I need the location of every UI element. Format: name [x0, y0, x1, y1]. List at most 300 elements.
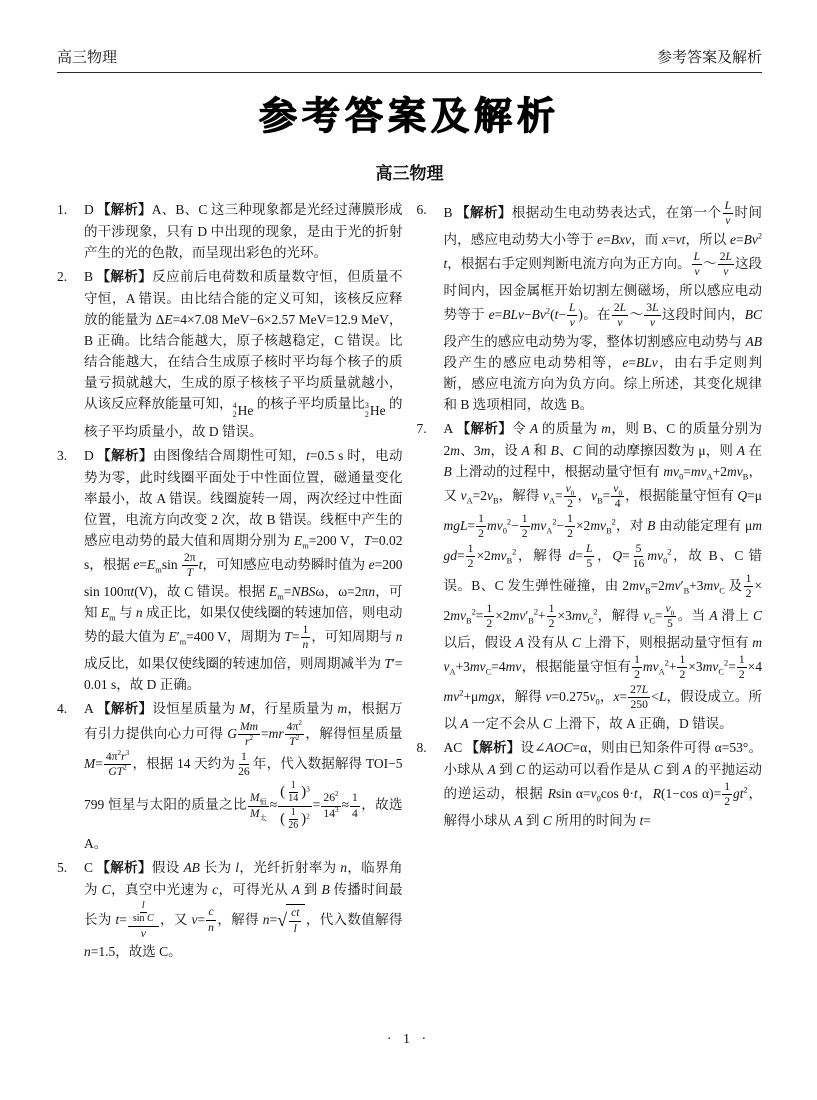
math-run: 太: [259, 814, 267, 823]
fraction: [238, 720, 260, 750]
math-run: n: [84, 944, 91, 960]
fraction: $\frac{1}{2}$: [486, 601, 493, 631]
page-title: 参考答案及解析: [258, 94, 560, 138]
math-run: B: [528, 616, 534, 626]
answer-item: [57, 857, 403, 962]
math-run: t: [115, 911, 120, 927]
math-run: mv: [663, 463, 680, 479]
math-run: mv: [530, 517, 547, 533]
math-run: 2: [471, 607, 476, 617]
math-run: B: [506, 556, 513, 566]
math-run: L: [693, 249, 701, 263]
analysis-tag: 【解析】: [96, 700, 153, 717]
math-run: L: [725, 249, 732, 263]
math-run: E: [164, 311, 173, 327]
math-run: 2: [298, 719, 302, 728]
math-run: C: [571, 634, 581, 650]
math-run: 2: [123, 764, 127, 773]
math-run: B: [321, 881, 330, 897]
math-run: C: [516, 761, 526, 777]
math-run: x: [661, 231, 668, 247]
item-number: 2.: [57, 268, 68, 284]
math-run: R: [652, 785, 661, 801]
math-run: T: [363, 532, 372, 548]
math-run: m: [155, 565, 162, 575]
math-run: mv: [690, 463, 707, 479]
page-subtitle: 高三物理: [375, 163, 444, 184]
math-run: x: [613, 688, 620, 704]
item-answer: B: [443, 204, 453, 220]
math-run: v: [565, 481, 571, 495]
analysis-tag: 【解析】: [96, 859, 152, 876]
item-text: 假设 AB 长为 l，光纤折射率为 n，临界角为 C，真空中光速为 c，可得光从 A 到 B 传播时间最长为 t= $\frac{\frac{l}{\text{sin C}}}{v}$ ，又 v= $\frac{c}{n}$ ，解得 n= √ $\frac{ct}{l}$ ，代入数值解得 n=1.5，故选 C。: [84, 859, 403, 960]
math-run: l: [141, 899, 145, 911]
math-run: mv: [664, 577, 681, 593]
math-run: 0: [618, 489, 623, 497]
fraction: $\frac{1}{2}$: [738, 652, 745, 682]
math-run: mv: [443, 688, 460, 704]
math-run: GT: [108, 765, 124, 779]
math-run: C: [653, 761, 663, 777]
math-run: v: [545, 688, 552, 704]
math-run: 0: [663, 556, 668, 566]
answer-columns: [57, 199, 762, 966]
math-run: mr: [268, 725, 284, 741]
item-number: 1.: [57, 201, 68, 217]
item-text: 设∠AOC=α，则由已知条件可得 α=53°。小球从 A 到 C 的运动可以看作是从 C 到 A 的平抛运动的逆运动，根据 Rsin $\alpha=v_0\cos$ θ·t，R(1−cos α)= $\frac{1}{2}$ $gt^2$，解得小球从 A 到 C 所用的时间为 t=: [443, 739, 763, 828]
math-run: 2: [459, 688, 464, 698]
math-run: 2: [743, 785, 748, 795]
math-run: B: [742, 472, 749, 482]
math-run: L: [652, 300, 659, 314]
math-run: n: [395, 628, 403, 644]
math-run: 0: [679, 472, 684, 482]
fraction: $\frac{v_0}{4}$: [613, 481, 623, 511]
column-right: [417, 199, 763, 966]
math-run: v: [590, 785, 597, 801]
math-run: A: [529, 420, 539, 436]
fraction: $\frac{v_0}{2}$: [565, 481, 575, 511]
math-run: v: [643, 607, 650, 623]
item-body: [444, 737, 763, 831]
math-run: A: [487, 761, 496, 777]
math-run: C: [649, 616, 655, 626]
analysis-tag: 【解析】: [96, 268, 153, 285]
item-body: [84, 698, 403, 854]
analysis-tag: 【解析】: [465, 739, 521, 756]
math-run: Bv: [743, 231, 758, 247]
math-run: v: [723, 265, 729, 279]
math-run: mv: [509, 607, 526, 623]
math-run: E: [100, 604, 110, 620]
math-run: 2: [724, 658, 729, 668]
fraction: [692, 250, 702, 280]
math-run: v: [591, 487, 598, 503]
math-run: A: [466, 496, 473, 506]
item-text: A、B、C 这三种现象都是光经过薄膜形成的干涉现象，只有 D 中出现的现象，是由于光的折射产生的光的色散，而呈现出彩色的光环。: [84, 201, 403, 260]
math-run: v: [694, 265, 700, 279]
nuclide: 4 2 He: [232, 400, 254, 420]
math-run: B: [647, 517, 656, 533]
math-run: C: [719, 586, 725, 596]
header-right-label: 参考答案及解析: [656, 50, 762, 66]
math-run: 2: [335, 790, 339, 799]
item-text: 令 A 的质量为 m，则 B、C 的质量分别为 2m、3m，设 A 和 B、C 间的动摩擦因数为 μ，则 A 在 B 上滑动的过程中，根据动量守恒有 $mv_0=mv_A+2mv_B$，又 $v_A=2v_B$，解得 $v_A=$ $\frac{v_0}{2}$ ，$v_B=$ $\frac{v_0}{4}$ ，根据能量守恒有 Q=μmgL= $\frac{1}{2}$ $mv_0^2-$ $\frac{1}{2}$ $mv_A^2-$ $\frac{1}{2}$ $\times 2mv_B^2$，对 B 由动能定理有 μmgd= $\frac{1}{2}$ $\times 2mv_B^2$，解得 d= $\frac{L}{5}$ ，Q= $\frac{5}{16}$ $mv_0^2$，故 B、C 错误。B、C 发生弹性碰撞，由 $2mv_B=2mv'_B+3mv_C$ 及 $\frac{1}{2}$ $\times 2mv_B^2=$ $\frac{1}{2}$ $\times 2mv'_B^2+$ $\frac{1}{2}$ $\times 3mv_C^2$，解得 $v_C=$ $\frac{v_0}{5}$ 。当 A 滑上 C 以后，假设 A 没有从 C 上滑下，则根据动量守恒有 $mv_A+3mv_C=4mv$，根据能量守恒有 $\frac{1}{2}$ $mv_A^2+$ $\frac{1}{2}$ $\times 3mv_C^2=$ $\frac{1}{2}$ $\times 4mv^2+\mu mgx$，解得 $v=0.275v_0$，x= $\frac{27L}{250}$ <L，假设成立。所以 A 一定不会从 C 上滑下，故 A 正确，D 错误。: [443, 420, 763, 731]
math-run: v: [569, 316, 575, 330]
math-run: T: [384, 655, 392, 671]
math-run: A: [546, 526, 553, 536]
item-number: 4.: [57, 700, 68, 716]
column-left: [57, 199, 403, 966]
math-run: 2: [593, 607, 598, 617]
math-run: B: [550, 442, 559, 458]
math-run: 0: [570, 489, 575, 497]
math-run: v: [665, 601, 671, 615]
answer-item: [417, 199, 763, 415]
item-body: [84, 266, 403, 442]
math-run: A: [291, 881, 300, 897]
analysis-tag: 【解析】: [455, 204, 512, 221]
math-run: 2: [552, 517, 557, 527]
math-run: mv: [629, 577, 645, 593]
fraction: $\frac{4\pi^2r^3}{GT^2}$: [105, 749, 130, 779]
fraction: $\frac{1}{26}$: [288, 806, 299, 832]
math-run: r: [244, 735, 250, 749]
math-run: t: [633, 785, 638, 801]
header-left-label: 高三物理: [57, 50, 118, 66]
analysis-tag: 【解析】: [96, 201, 152, 218]
math-run: 2: [249, 734, 254, 743]
math-run: mv: [486, 517, 503, 533]
item-text: 反应前后电荷数和质量数守恒，但质量不守恒，A 错误。由比结合能的定义可知，该核反应释放的能量为 ΔE=4×7.08 MeV−6×2.57 MeV=12.9 MeV，B 正确。比结合能越大，原子核越稳定，C 错误。比结合能越大，在结合生成原子核时平均每个核子的质量亏损就越大，生成的原子核核子平均质量就越小，从该反应释放能量可知， 4 2 He 的核子平均质量比 3 2 He 的核子平均质量小，故 D 错误。: [84, 268, 403, 439]
math-run: gt: [733, 785, 744, 801]
math-run: m: [337, 700, 348, 716]
math-run: A: [548, 496, 555, 506]
fraction: $\frac{1}{2}$: [679, 652, 686, 682]
math-run: AB: [745, 333, 762, 349]
math-run: n: [208, 920, 214, 934]
math-run: n: [262, 911, 270, 927]
fraction: $\frac{L}{5}$: [586, 541, 593, 571]
math-run: BLv: [502, 306, 524, 322]
math-run: C: [542, 812, 552, 828]
math-run: BC: [744, 306, 762, 322]
math-run: 3: [306, 785, 310, 794]
math-run: M: [84, 755, 96, 771]
answer-item: [57, 698, 403, 854]
fraction: $\frac{1}{2}$: [567, 511, 573, 541]
math-run: E: [168, 628, 177, 644]
math-run: L: [568, 300, 576, 314]
math-run: t: [554, 306, 559, 322]
math-run: v: [542, 487, 549, 503]
math-run: Bv: [531, 306, 546, 322]
radical: √ $\frac{ct}{l}$: [277, 904, 305, 936]
math-run: e: [622, 354, 629, 370]
math-run: A: [736, 442, 745, 458]
math-run: ct: [291, 906, 300, 920]
math-run: v: [140, 926, 146, 940]
math-run: mv: [469, 658, 486, 674]
fraction: $\frac{4\pi^2}{T^2}$: [286, 719, 302, 749]
math-run: M: [249, 806, 260, 820]
math-run: l: [293, 921, 297, 935]
item-number: 8.: [416, 739, 427, 755]
math-run: BLv: [635, 354, 658, 370]
math-run: A: [515, 634, 524, 650]
math-run: mv: [727, 463, 743, 479]
math-run: t: [306, 447, 310, 463]
math-run: v: [725, 214, 731, 228]
item-answer: D: [84, 447, 94, 463]
math-run: Q: [737, 487, 748, 503]
math-run: 2: [295, 734, 300, 743]
math-run: t: [443, 255, 448, 271]
fraction: $\frac{1}{2}$: [478, 511, 484, 541]
math-run: 0: [670, 609, 675, 617]
math-run: T: [284, 628, 292, 644]
item-answer: A: [84, 700, 94, 716]
math-run: 0: [502, 526, 507, 536]
fraction: $\frac{v_0}{5}$: [665, 601, 675, 631]
math-run: m: [277, 592, 284, 602]
math-run: n: [135, 604, 143, 620]
math-run: v: [613, 481, 619, 495]
math-run: v: [460, 487, 467, 503]
math-run: m: [179, 637, 187, 647]
math-run: vt: [675, 231, 686, 247]
math-run: n: [302, 638, 309, 652]
math-run: e: [368, 556, 375, 572]
math-run: mv: [642, 658, 659, 674]
math-run: B: [644, 586, 651, 596]
item-number: 3.: [57, 447, 68, 463]
math-run: n: [368, 583, 376, 599]
fraction: $\frac{5}{16}$: [632, 541, 645, 571]
math-run: e: [597, 231, 604, 247]
math-run: C: [101, 881, 111, 897]
math-run: v: [649, 316, 655, 330]
fraction: $\frac{1}{2}$: [724, 779, 730, 809]
fraction: $\frac{27L}{250}$: [630, 682, 649, 712]
math-run: A: [521, 442, 530, 458]
math-run: A: [514, 812, 523, 828]
math-run: E: [269, 583, 278, 599]
math-run: L: [658, 688, 667, 704]
math-run: B: [597, 496, 603, 506]
math-run: Mm: [239, 719, 259, 733]
math-run: Bxv: [610, 231, 631, 247]
nuclide: 3 2 He: [364, 400, 386, 420]
math-run: n: [340, 859, 348, 875]
math-run: NBS: [291, 583, 316, 599]
item-number: 6.: [416, 201, 427, 217]
math-run: A: [682, 761, 692, 777]
math-run: e: [133, 556, 140, 572]
math-run: C: [485, 667, 492, 677]
math-run: C: [147, 913, 154, 925]
math-run: mv: [702, 658, 719, 674]
math-run: A: [709, 607, 718, 623]
math-run: R: [547, 785, 556, 801]
math-run: E: [147, 556, 156, 572]
answer-item: [417, 418, 763, 734]
math-run: A: [449, 667, 456, 677]
math-run: e: [488, 306, 495, 322]
math-run: v: [191, 911, 198, 927]
fraction: $\frac{1}{2}$: [467, 541, 474, 571]
math-run: 2: [117, 749, 122, 758]
fraction: $\frac{2\pi}{T}$: [184, 550, 196, 580]
math-run: mv: [490, 547, 507, 563]
math-run: A: [658, 667, 665, 677]
math-run: l: [235, 859, 239, 875]
math-run: C: [753, 607, 763, 623]
math-run: AB: [183, 859, 200, 875]
math-run: d: [568, 547, 576, 563]
fraction: $\frac{1}{4}$: [352, 791, 358, 820]
math-run: L: [641, 682, 649, 696]
math-run: v: [487, 487, 493, 503]
math-run: mv: [443, 634, 763, 674]
math-run: 2: [506, 517, 512, 527]
item-text: 根据动生电动势表达式，在第一个 $\frac{L}{v}$ 时间内，感应电动势大小等于 e=Bxv，而 x=vt，所以 $e=Bv^2t$，根据右手定则判断电流方向为正方向。 $\frac{L}{v}$ ～ $\frac{2L}{v}$ 这段时间内，因金属框开始切割左侧磁场，所以感应电动势等于 $e=BLv-Bv^2(t-$ $\frac{L}{v}$ )。在 $\frac{2L}{v}$ ～ $\frac{3L}{v}$ 这段时间内，BC 段产生的感应电动势为零，整体切割感应电动势与 AB 段产生的感应电动势相等，e=BLv，由右手定则判断，感应电流方向为负方向。综上所述，其变化规律和 B 选项相同，故选 B。: [443, 198, 763, 412]
answer-item: [417, 737, 763, 831]
math-run: 恒: [259, 798, 267, 807]
math-run: E: [293, 532, 303, 548]
fraction: $\frac{1}{26}$: [238, 749, 250, 779]
math-run: m: [480, 442, 491, 458]
fraction: $\frac{1}{2}$: [634, 652, 640, 682]
math-run: c: [212, 881, 219, 897]
math-run: M: [239, 700, 251, 716]
math-run: A: [706, 472, 713, 482]
answer-item: [57, 445, 403, 695]
item-answer: A: [443, 420, 454, 436]
math-run: m: [109, 613, 116, 623]
math-run: 0: [595, 697, 600, 707]
math-run: L: [586, 541, 593, 555]
fraction: $\frac{1}{2}$: [745, 571, 752, 601]
analysis-tag: 【解析】: [456, 420, 513, 437]
math-run: m: [450, 442, 460, 458]
math-run: m: [302, 541, 309, 551]
item-body: [444, 199, 763, 415]
math-run: ( $\frac{1}{14}$ ): [280, 779, 307, 805]
math-run: mv: [590, 517, 607, 533]
math-run: ( $\frac{1}{26}$ ): [280, 806, 307, 832]
analysis-tag: 【解析】: [96, 447, 153, 464]
math-run: t: [198, 556, 203, 572]
math-run: v: [617, 316, 623, 330]
math-run: L: [724, 198, 732, 212]
fraction: $\frac{2L}{v}$: [719, 249, 732, 279]
math-run: 2: [512, 547, 517, 557]
math-run: B: [606, 526, 612, 536]
fraction: [206, 905, 216, 935]
math-run: 2: [306, 812, 310, 821]
math-run: C: [718, 667, 724, 677]
item-answer: B: [84, 268, 94, 284]
math-run: v: [589, 688, 596, 704]
math-run: 3: [335, 805, 339, 814]
math-run: 2: [545, 306, 551, 316]
math-run: 2: [757, 231, 763, 241]
fraction: $\frac{l}{\text{sin C}}$: [132, 899, 154, 925]
math-run: mv: [450, 607, 466, 623]
answer-item: [57, 199, 403, 263]
math-run: 0: [596, 794, 601, 804]
page-header: [57, 46, 762, 73]
math-run: B: [683, 586, 690, 596]
answer-item: [57, 266, 403, 442]
fraction: [723, 199, 733, 229]
math-run: c: [208, 905, 214, 919]
math-run: C: [542, 715, 552, 731]
item-body: [84, 857, 403, 962]
math-run: L: [619, 300, 627, 314]
fraction: [567, 301, 577, 331]
fraction: $\frac{1}{2}$: [521, 511, 528, 541]
fraction: [289, 906, 301, 936]
math-run: mgL: [443, 517, 468, 533]
math-run: mv: [505, 658, 522, 674]
math-run: t: [130, 583, 135, 599]
math-run: G: [227, 725, 237, 741]
fraction: $\frac{1}{14}$: [288, 779, 299, 805]
math-run: mv: [571, 607, 588, 623]
math-run: B: [443, 463, 452, 479]
math-run: e: [729, 231, 736, 247]
fraction: [128, 900, 159, 941]
math-run: T: [186, 566, 194, 580]
item-body: [84, 445, 403, 695]
fraction: $\frac{26^2}{14^3}$: [323, 790, 339, 820]
math-run: t: [639, 812, 644, 828]
item-answer: C: [84, 859, 94, 875]
item-answer: AC: [443, 739, 463, 755]
fraction: $\frac{2L}{v}$: [613, 300, 627, 330]
item-answer: D: [84, 201, 94, 217]
math-run: m: [601, 420, 612, 436]
math-run: C: [587, 616, 594, 626]
math-run: B: [493, 496, 499, 506]
math-run: AOC: [545, 739, 573, 755]
math-run: mgd: [443, 517, 762, 563]
page-number: · 1 ·: [386, 1032, 431, 1047]
math-run: mgx: [478, 688, 501, 704]
math-run: 2: [667, 547, 672, 557]
math-run: 2: [611, 517, 616, 527]
fraction: $\frac{1}{n}$: [302, 622, 309, 652]
fraction: [278, 780, 312, 833]
item-text: 由图像结合周期性可知，t=0.5 s 时，电动势为零，此时线圈平面处于中性面位置，磁通量变化率最小，故 A 错误。线圈旋转一周，两次经过中性面位置，电流方向改变 2 次，故 B 错误。线框中产生的感应电动势的最大值和周期分别为 $E_m=200$ V，T=0.02 s，根据 $e=E_m\sin$ $\frac{2\pi}{T}$ t，可知感应电动势瞬时值为 e=200sin 100πt(V)，故 C 错误。根据 $E_m=NBS\omega$，ω=2πn，可知 $E_m$ 与 n 成正比，如果仅使线圈的转速加倍，则电动势的最大值为 $E'_m=400$ V，周期为 T= $\frac{1}{n}$ ，可知周期与 n 成反比，如果仅使线圈的转速加倍，则周期减半为 T′=0.01 s，故 D 正确。: [84, 447, 403, 692]
math-run: mv: [703, 577, 720, 593]
math-run: Q: [612, 547, 623, 563]
item-body: [84, 199, 403, 263]
item-body: [444, 418, 763, 734]
math-run: 2: [664, 658, 669, 668]
math-run: B: [466, 616, 472, 626]
math-run: mv: [647, 547, 664, 563]
math-run: A: [460, 715, 469, 731]
fraction: $\frac{3L}{v}$: [646, 300, 659, 330]
math-run: r: [121, 749, 126, 763]
fraction: $\frac{1}{2}$: [548, 601, 555, 631]
math-run: 2: [533, 607, 539, 617]
math-run: M: [249, 791, 260, 805]
item-number: 7.: [416, 420, 427, 436]
